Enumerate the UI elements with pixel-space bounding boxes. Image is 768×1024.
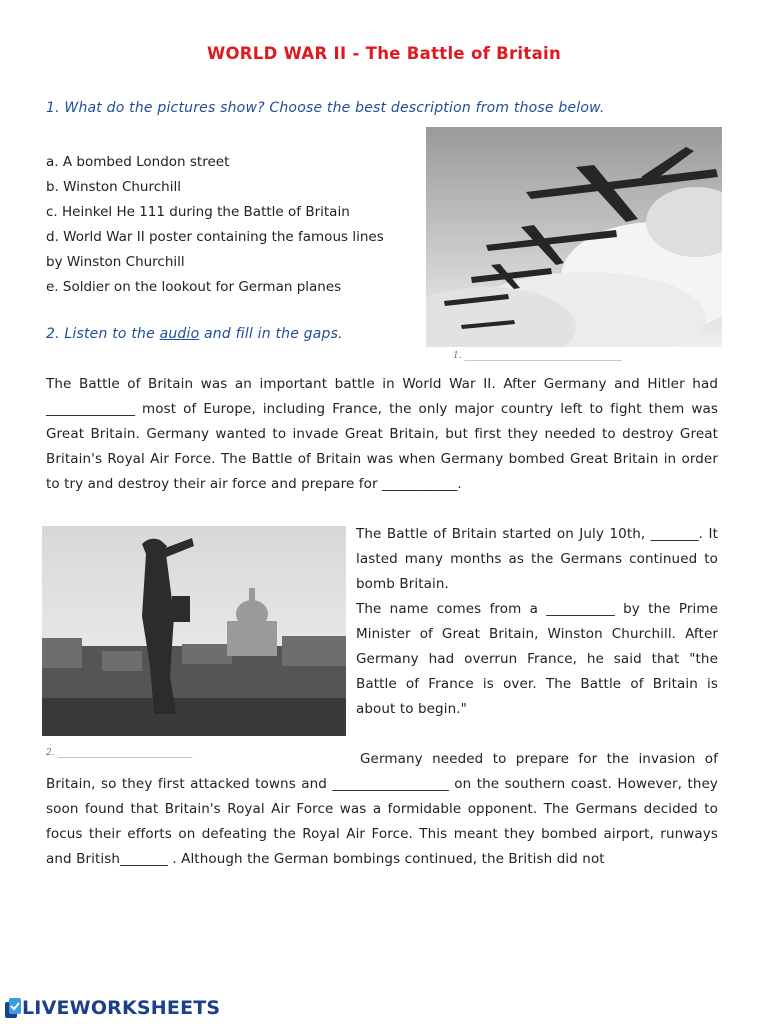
paragraph-2a: The Battle of Britain started on July 10th, _______. It lasted many months as the Germans continued to bomb Britain. (356, 526, 718, 592)
option-d: d. World War II poster containing the famous lines (46, 229, 384, 245)
option-d-continued: by Winston Churchill (46, 254, 185, 270)
paragraph-1: The Battle of Britain was an important battle in World War II. After Germany and Hitler had _____________ most of Europe, including France, the only major country left to fight them was Great Britain. Germany wanted to invade Great Britain, but first they needed to destroy Great Britain's Royal Air Force. The Battle of Britain was when Germany bombed Great Britain in order to try and destroy their air force and prepare for ___________. (46, 376, 718, 492)
soldier-photo (42, 526, 346, 736)
worksheet-title: WORLD WAR II - The Battle of Britain (206, 44, 562, 63)
paragraph-2 (356, 522, 718, 722)
option-c: c. Heinkel He 111 during the Battle of Britain (46, 204, 350, 220)
paragraph-2b: The name comes from a __________ by the Prime Minister of Great Britain, Winston Churchill. After Germany had overrun France, he said that "the Battle of France is over. The Battle of Britain is about to begin." (356, 601, 718, 717)
logo-text: LIVEWORKSHEETS (22, 997, 221, 1019)
caption-1-blank[interactable]: 1. ___________________________________ (453, 351, 622, 361)
audio-link[interactable]: audio (159, 326, 200, 342)
paragraph-3: Germany needed to prepare for the invasion of Britain, so they first attacked towns and _________________ on the southern coast. However, they soon found that Britain's Royal Air Force was a formidable opponent. The Germans decided to focus their efforts on defeating the Royal Air Force. This meant they bombed airport, runways and British_______ . Although the German bombings continued, the British did not (46, 751, 718, 867)
question-2 (46, 326, 343, 342)
liveworksheets-logo[interactable] (4, 996, 221, 1024)
question-1: 1. What do the pictures show? Choose the best description from those below. (46, 100, 605, 116)
option-a: a. A bombed London street (46, 154, 230, 170)
option-b: b. Winston Churchill (46, 179, 181, 195)
liveworksheets-icon (4, 996, 24, 1020)
caption-2-blank[interactable]: 2. ______________________________ (46, 748, 193, 758)
question-2-text: 2. Listen to the (46, 326, 160, 342)
options-list (46, 150, 421, 300)
option-e: e. Soldier on the lookout for German planes (46, 279, 342, 295)
question-2-text-end: and fill in the gaps. (199, 326, 343, 342)
bombers-photo (426, 127, 722, 347)
